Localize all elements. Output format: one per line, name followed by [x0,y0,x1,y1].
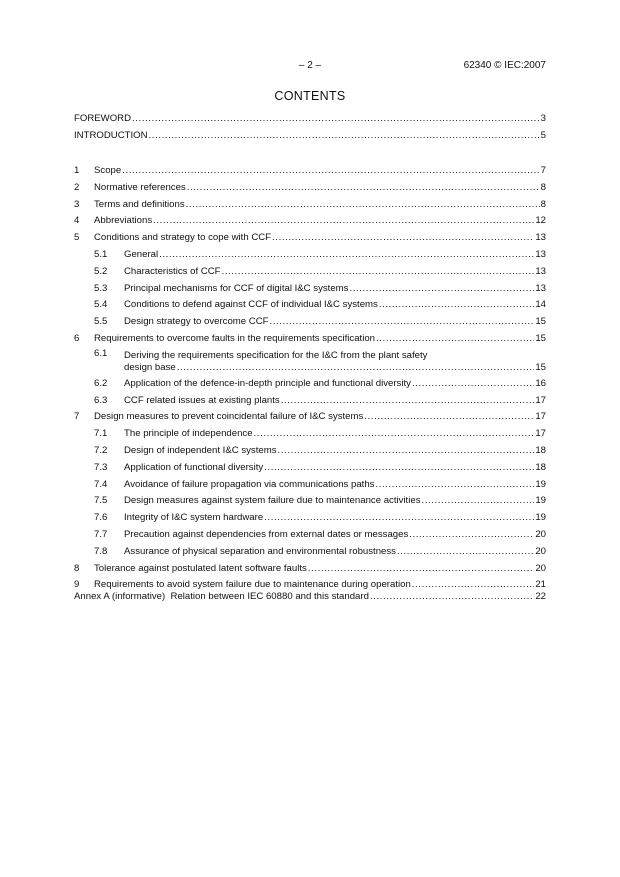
toc-entry-number: 2 [74,181,80,193]
toc-entry-page: 3 [540,113,546,124]
toc-entry-introduction[interactable] [74,128,546,145]
toc-entry-number: 7.4 [94,478,108,490]
toc-entry-page: 14 [535,299,546,311]
toc-entry-4[interactable] [74,213,546,230]
toc-entry-page: 22 [535,591,546,602]
toc-entry-6-3[interactable] [74,393,546,410]
toc-entry-number: 7.2 [94,444,108,456]
toc-entry-number: 5.1 [94,248,108,260]
toc-entry-label: Conditions to defend against CCF of individual I&C systems [124,299,378,311]
toc-entry-page: 13 [535,265,546,277]
dot-leader [370,589,534,606]
toc-entry-5[interactable] [74,230,546,247]
toc-entry-6[interactable] [74,331,546,348]
toc-entry-page: 13 [535,248,546,260]
toc-entry-label-line-2: design base [124,361,176,373]
dot-leader [149,128,540,145]
toc-entry-number: 7 [74,411,80,423]
dot-leader [132,111,540,128]
toc-entry-7-3[interactable] [74,460,546,477]
toc-entry-label: Principal mechanisms for CCF of digital I&C systems [124,282,349,294]
dot-leader [187,180,540,197]
toc-entry-1[interactable] [74,163,546,180]
toc-entry-label: Application of the defence-in-depth principle and functional diversity [124,377,411,389]
toc-entry-number: 5.5 [94,316,108,328]
toc-entry-label: Precaution against dependencies from external dates or messages [124,528,409,540]
toc-entry-label: General [124,248,159,260]
toc-entry-number: 4 [74,215,80,227]
dot-leader [177,362,535,374]
toc-entry-label: Design of independent I&C systems [124,444,277,456]
dot-leader [409,527,534,544]
toc-entry-page: 15 [535,316,546,328]
dot-leader [186,197,540,214]
dot-leader [222,264,535,281]
page-number: – 2 – [298,60,322,71]
toc-entry-page: 15 [535,361,546,373]
toc-entry-7[interactable] [74,409,546,426]
toc-entry-page: 19 [535,495,546,507]
toc-entry-number: 7.7 [94,528,108,540]
toc-entry-7-7[interactable] [74,527,546,544]
toc-entry-page: 8 [540,181,546,193]
toc-entry-page: 20 [535,545,546,557]
dot-leader [349,281,534,298]
toc-entry-number: 7.1 [94,428,108,440]
toc-entry-label: Abbreviations [94,215,153,227]
toc-entry-page: 17 [535,428,546,440]
toc-entry-6-2[interactable] [74,376,546,393]
toc-entry-number: 7.3 [94,461,108,473]
dot-leader [397,544,534,561]
toc-entry-number: 1 [74,165,80,176]
toc-entry-number: 5.4 [94,299,108,311]
toc-entry-number: 7.8 [94,545,108,557]
toc-front-matter [74,111,546,145]
toc-entry-label: FOREWORD [74,113,132,124]
toc-entry-page: 5 [540,129,546,141]
toc-entry-page: 16 [535,377,546,389]
toc-entry-page: 18 [535,461,546,473]
dot-leader [264,510,534,527]
toc-entry-label: Normative references [94,181,186,193]
toc-entry-number: 9 [74,579,80,591]
toc-entry-label: The principle of independence [124,428,253,440]
toc-entry-label: Conditions and strategy to cope with CCF [94,232,272,244]
toc-entry-page: 13 [535,282,546,294]
toc-entry-label: Characteristics of CCF [124,265,221,277]
toc-entry-label: Application of functional diversity [124,461,264,473]
toc-entry-8[interactable] [74,561,546,578]
toc-entry-7-5[interactable] [74,493,546,510]
toc-entry-label: Integrity of I&C system hardware [124,512,264,524]
toc-entry-number: 3 [74,198,80,210]
dot-leader [264,460,534,477]
dot-leader [270,314,535,331]
toc-entry-label: Annex A (informative) Relation between IEC 60880 and this standard [74,591,369,602]
toc-entry-5-4[interactable] [74,297,546,314]
dot-leader [375,477,534,494]
dot-leader [254,426,535,443]
standard-reference: 62340 © IEC:2007 [463,60,546,71]
toc-entry-page: 17 [535,411,546,423]
dot-leader [412,376,534,393]
toc-entry-page: 19 [535,512,546,524]
toc-entry-page: 13 [535,232,546,244]
toc-entry-5-1[interactable] [74,247,546,264]
toc-entry-label: INTRODUCTION [74,129,148,141]
toc-entry-label: Scope [94,165,122,176]
toc-entry-page: 20 [535,562,546,574]
toc-entry-number: 5.3 [94,282,108,294]
toc-entry-number: 6 [74,332,80,344]
toc-entry-number: 8 [74,562,80,574]
toc-entry-page: 12 [535,215,546,227]
dot-leader [153,213,534,230]
toc-entry-page: 21 [535,579,546,591]
toc-entry-7-2[interactable] [74,443,546,460]
dot-leader [281,393,535,410]
toc-entry-7-8[interactable] [74,544,546,561]
toc-entry-number: 5 [74,232,80,244]
dot-leader [122,163,539,180]
contents-title: CONTENTS [274,89,346,103]
dot-leader [364,409,534,426]
toc-entry-7-4[interactable] [74,477,546,494]
toc-entry-number: 7.6 [94,512,108,524]
dot-leader [272,230,534,247]
toc-entry-label-line-1: Deriving the requirements specification for the I&C from the plant safety [124,349,428,361]
toc-entry-label: Requirements to avoid system failure due to maintenance during operation [94,579,411,591]
dot-leader [376,331,534,348]
toc-main [74,163,546,594]
toc-entry-label: Design measures to prevent coincidental failure of I&C systems [94,411,364,423]
toc-entry-number: 6.3 [94,394,108,406]
toc-entry-number: 6.1 [94,347,108,359]
toc-entry-7-6[interactable] [74,510,546,527]
toc-entry-5-3[interactable] [74,281,546,298]
toc-entry-foreword[interactable] [74,111,546,128]
toc-entry-page: 20 [535,528,546,540]
dot-leader [422,493,535,510]
toc-annex [74,589,546,606]
dot-leader [278,443,535,460]
toc-entry-6-1[interactable] [74,348,546,376]
toc-entry-label: Design measures against system failure due to maintenance activities [124,495,421,507]
toc-entry-5-5[interactable] [74,314,546,331]
toc-entry-page: 8 [540,198,546,210]
toc-entry-5-2[interactable] [74,264,546,281]
toc-entry-page: 15 [535,332,546,344]
toc-entry-7-1[interactable] [74,426,546,443]
toc-entry-number: 7.5 [94,495,108,507]
toc-entry-3[interactable] [74,197,546,214]
toc-entry-label: Design strategy to overcome CCF [124,316,269,328]
toc-entry-number: 6.2 [94,377,108,389]
toc-entry-page: 19 [535,478,546,490]
toc-entry-label: Terms and definitions [94,198,185,210]
dot-leader [159,247,534,264]
toc-entry-annex-a[interactable] [74,589,546,606]
toc-entry-page: 18 [535,444,546,456]
toc-entry-page: 17 [535,394,546,406]
toc-entry-label: Tolerance against postulated latent software faults [94,562,307,574]
toc-entry-number: 5.2 [94,265,108,277]
dot-leader [308,561,535,578]
toc-entry-label: Avoidance of failure propagation via communications paths [124,478,375,490]
dot-leader [379,297,535,314]
toc-entry-label: Requirements to overcome faults in the requirements specification [94,332,376,344]
toc-entry-page: 7 [540,165,546,176]
toc-entry-label: Assurance of physical separation and environmental robustness [124,545,396,557]
toc-entry-2[interactable] [74,180,546,197]
toc-entry-label: CCF related issues at existing plants [124,394,280,406]
